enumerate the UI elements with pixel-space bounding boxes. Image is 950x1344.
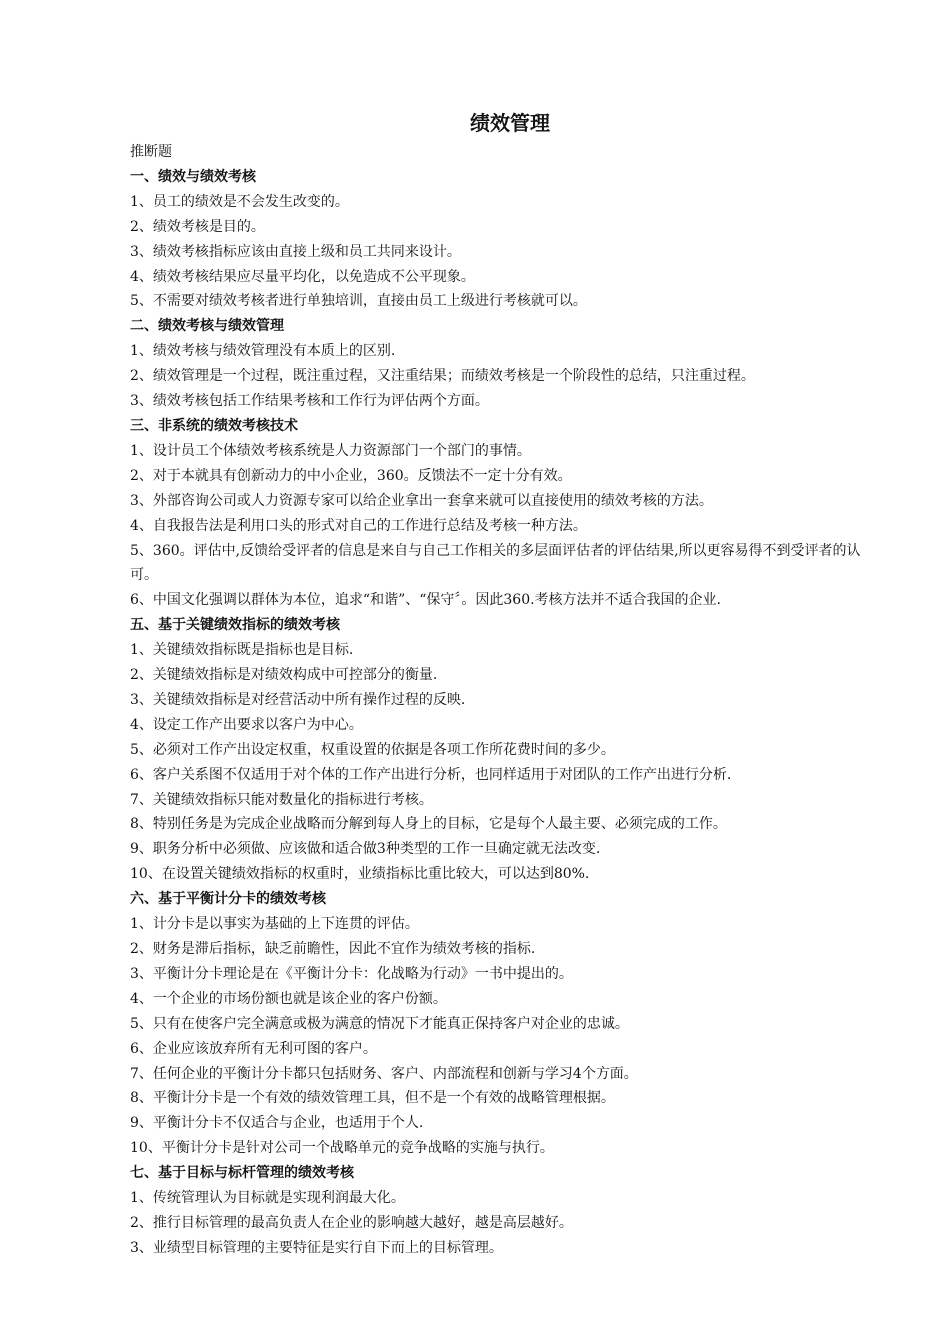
list-item: 3、业绩型目标管理的主要特征是实行自下而上的目标管理。 — [130, 1239, 503, 1256]
list-item: 7、关键绩效指标只能对数量化的指标进行考核。 — [130, 791, 433, 808]
list-item: 1、计分卡是以事实为基础的上下连贯的评估。 — [130, 916, 419, 933]
list-item: 5、不需要对绩效考核者进行单独培训，直接由员工上级进行考核就可以。 — [130, 293, 587, 310]
list-item: 1、绩效考核与绩效管理没有本质上的区别. — [130, 343, 396, 360]
list-item: 6、中国文化强调以群体为本位，追求“和谐”、“保守〞。因此360.考核方法并不适合我国的企业. — [130, 592, 721, 609]
list-item: 9、职务分析中必须做、应该做和适合做3种类型的工作一旦确定就无法改变. — [130, 841, 601, 858]
list-item: 2、关键绩效指标是对绩效构成中可控部分的衡量. — [130, 667, 438, 684]
section-appraisal-and-management — [130, 314, 890, 414]
list-item: 7、任何企业的平衡计分卡都只包括财务、客户、内部流程和创新与学习4个方面。 — [130, 1065, 638, 1082]
document-title: 绩效管理 — [470, 111, 550, 135]
section-kpi-appraisal — [130, 613, 890, 887]
document-page — [130, 108, 890, 1261]
list-item: 2、财务是滞后指标，缺乏前瞻性，因此不宜作为绩效考核的指标. — [130, 941, 536, 957]
section-objectives-and-benchmarking — [130, 1161, 890, 1261]
section-balanced-scorecard — [130, 887, 890, 1161]
list-item: 3、绩效考核包括工作结果考核和工作行为评估两个方面。 — [130, 393, 489, 410]
list-item: 4、绩效考核结果应尽量平均化，以免造成不公平现象。 — [130, 268, 475, 285]
section-heading: 一、绩效与绩效考核 — [130, 168, 256, 185]
list-item: 1、关键绩效指标既是指标也是目标. — [130, 642, 354, 659]
list-item: 3、绩效考核指标应该由直接上级和员工共同来设计。 — [130, 243, 461, 260]
list-item: 10、平衡计分卡是针对公司一个战略单元的竞争战略的实施与执行。 — [130, 1140, 554, 1157]
section-non-systematic-techniques — [130, 414, 890, 613]
list-item: 1、员工的绩效是不会发生改变的。 — [130, 193, 349, 210]
list-item: 6、企业应该放弃所有无利可图的客户。 — [130, 1040, 377, 1057]
list-item: 3、关键绩效指标是对经营活动中所有操作过程的反映. — [130, 691, 466, 708]
list-item: 2、绩效考核是目的。 — [130, 218, 265, 235]
list-item: 5、必须对工作产出设定权重，权重设置的依据是各项工作所花费时间的多少。 — [130, 741, 615, 758]
section-performance-and-appraisal — [130, 165, 890, 314]
list-item: 4、设定工作产出要求以客户为中心。 — [130, 716, 363, 733]
section-heading: 二、绩效考核与绩效管理 — [130, 318, 284, 335]
list-item: 9、平衡计分卡不仅适合与企业，也适用于个人. — [130, 1115, 424, 1132]
list-item: 6、客户关系图不仅适用于对个体的工作产出进行分析，也同样适用于对团队的工作产出进行分析. — [130, 766, 732, 783]
list-item: 5、360。评估中,反馈给受评者的信息是来自与自己工作相关的多层面评估者的评估结果,所以更容易得不到受评者的认可。 — [130, 542, 861, 584]
list-item: 2、对于本就具有创新动力的中小企业，360。反馈法不一定十分有效。 — [130, 467, 572, 484]
list-item: 3、外部咨询公司或人力资源专家可以给企业拿出一套拿来就可以直接使用的绩效考核的方法。 — [130, 492, 713, 509]
list-item: 1、设计员工个体绩效考核系统是人力资源部门一个部门的事情。 — [130, 442, 531, 459]
list-item: 3、平衡计分卡理论是在《平衡计分卡：化战略为行动》一书中提出的。 — [130, 965, 573, 982]
section-heading: 七、基于目标与标杆管理的绩效考核 — [130, 1165, 354, 1182]
list-item: 2、绩效管理是一个过程，既注重过程，又注重结果；而绩效考核是一个阶段性的总结，只注重过程。 — [130, 368, 755, 385]
section-heading: 六、基于平衡计分卡的绩效考核 — [130, 891, 326, 908]
list-item: 8、特别任务是为完成企业战略而分解到每人身上的目标，它是每个人最主要、必须完成的工作。 — [130, 816, 727, 833]
section-heading: 五、基于关键绩效指标的绩效考核 — [130, 617, 340, 634]
list-item: 2、推行目标管理的最高负责人在企业的影响越大越好，越是高层越好。 — [130, 1214, 573, 1231]
section-heading: 三、非系统的绩效考核技术 — [130, 417, 298, 434]
list-item: 1、传统管理认为目标就是实现利润最大化。 — [130, 1190, 405, 1207]
list-item: 4、自我报告法是利用口头的形式对自己的工作进行总结及考核一种方法。 — [130, 517, 587, 534]
list-item: 10、在设置关键绩效指标的权重时，业绩指标比重比较大，可以达到80%. — [130, 866, 590, 883]
document-subtitle: 推断题 — [130, 144, 172, 160]
list-item: 4、一个企业的市场份额也就是该企业的客户份额。 — [130, 990, 447, 1007]
list-item: 8、平衡计分卡是一个有效的绩效管理工具，但不是一个有效的战略管理根据。 — [130, 1090, 615, 1107]
list-item: 5、只有在使客户完全满意或极为满意的情况下才能真正保持客户对企业的忠诚。 — [130, 1015, 629, 1032]
